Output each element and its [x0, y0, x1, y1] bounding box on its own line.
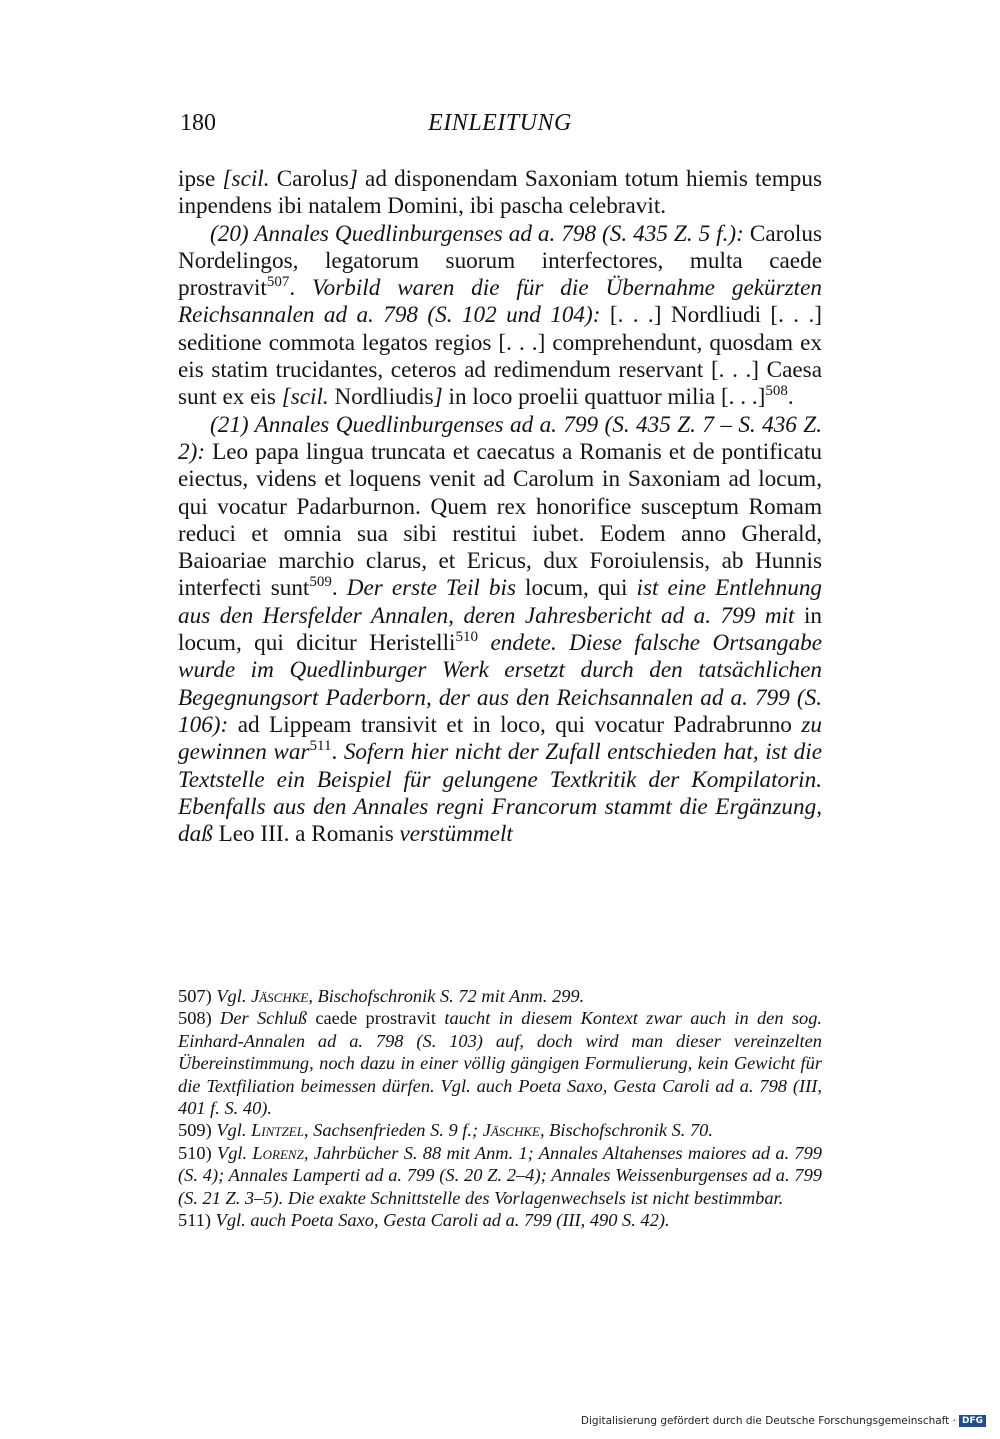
text-span: . [331, 575, 347, 602]
quote-text: Leo III. a Romanis [212, 821, 400, 848]
dfg-logo-icon: DFG [959, 1415, 986, 1427]
footnote-ref-508[interactable]: 508 [765, 383, 788, 400]
text-span: Vgl. [211, 1120, 252, 1141]
text-span: . [289, 275, 313, 302]
text-span: [scil. [222, 166, 270, 192]
text-span: Carolus [269, 166, 349, 192]
running-head: EINLEITUNG [428, 110, 572, 136]
page-number: 180 [180, 110, 216, 136]
paragraph-1 [178, 166, 822, 221]
text-span: , Sachsenfrieden S. 9 f.; [303, 1120, 483, 1141]
footnote-511 [178, 1209, 822, 1231]
footnote-ref-509[interactable]: 509 [309, 574, 332, 591]
paragraph-2 [178, 221, 822, 412]
footnote-number: 509) [178, 1120, 212, 1141]
quote-text: in locum, qui dicitur Heristelli [178, 602, 822, 657]
footnote-507 [178, 985, 822, 1007]
quote-text: ad Lippeam transivit et in loco, qui vocatur Padrabrunno [228, 711, 802, 738]
author-name: Jäschke [482, 1120, 540, 1141]
footnote-508 [178, 1007, 822, 1119]
commentary: Sofern hier nicht der Zufall entschieden hat, ist die Textstelle ein Beispiel für gelungene Textkritik der Kompilatorin. Ebenfalls aus den Annales regni Francorum stammt die Ergänzung, daß [178, 739, 823, 848]
commentary: verstümmelt [399, 821, 513, 848]
quote-text: in loco proelii quattuor milia [. . .] [442, 384, 766, 411]
text-span: Nordliudis [328, 384, 434, 411]
text-span: taucht in diesem Kontext zwar auch in den sog. Einhard-Annalen ad a. 798 (S. 103) auf, doch wird man dieser vereinzelten Übereinstimmung, noch dazu in einer völlig gängigen Formulierung, kein Gewicht für die Textfiliation beimessen dürfen. Vgl. auch Poeta Saxo, Gesta Caroli ad a. 798 (III, 401 f. S. 40). [178, 1008, 823, 1119]
footnote-ref-510[interactable]: 510 [455, 629, 478, 646]
text-span: , Bischofschronik S. 70. [539, 1120, 713, 1141]
credit-text: Digitalisierung gefördert durch die Deutsche Forschungsgemeinschaft · [580, 1415, 956, 1427]
text-span: Vgl. [211, 1142, 253, 1163]
text-span: ad disponendam Saxoniam totum hiemis tempus inpendens ibi natalem Domini, ibi pascha celebravit. [178, 166, 822, 220]
digitization-credit [581, 1415, 986, 1427]
text-span: . [787, 384, 794, 411]
text-span: ] [433, 384, 443, 411]
text-span: . [331, 739, 344, 766]
text-span: Der Schluß [211, 1008, 308, 1029]
text-span: Vgl. auch Poeta Saxo, Gesta Caroli ad a. 799 (III, 490 S. 42). [211, 1210, 670, 1231]
commentary: Vorbild waren die für die Übernahme gekürzten Reichsannalen ad a. 798 (S. 102 und 104): [178, 275, 822, 329]
quote-text: locum, qui [515, 575, 637, 602]
text-span: Vgl. [211, 986, 252, 1006]
quote-text: caede prostravit [307, 1008, 445, 1029]
commentary: Der erste Teil bis [346, 575, 516, 602]
quote-text: Leo papa lingua truncata et caecatus a Romanis et de pontificatu eiectus, videns et loquens venit ad Carolum in Saxoniam ad locum, qui vocatur Padarburnon. Quem rex honorifice susceptum Romam reduci et omnia sua sibi restitui iubet. Eodem anno Gherald, Baioariae marchio clarus, et Ericus, dux Foroiulensis, ab Hunnis interfecti sunt [178, 438, 822, 602]
paragraph-3 [178, 412, 822, 849]
text-span: ] [348, 166, 358, 192]
commentary: zu gewinnen war [178, 711, 822, 766]
page-header [180, 110, 820, 146]
commentary: endete. Diese falsche Ortsangabe wurde im Quedlinburger Werk ersetzt durch den tatsächlichen Begegnungsort Paderborn, der aus den Reichsannalen ad a. 799 (S. 106): [178, 630, 823, 738]
text-span: , Jahrbücher S. 88 mit Anm. 1; Annales Altahenses maiores ad a. 799 (S. 4); Annales Lamperti ad a. 799 (S. 20 Z. 2–4); Annales Weissenburgenses ad a. 799 (S. 21 Z. 3–5). Die exakte Schnittstelle des Vorlagenwechsels ist nicht bestimmbar. [178, 1142, 822, 1208]
text-span: , Bischofschronik S. 72 mit Anm. 299. [308, 986, 585, 1006]
quote-text: Carolus Nordelingos, legatorum suorum interfectores, multa caede prostravit [178, 220, 822, 302]
quote-text: [. . .] Nordliudi [. . .] seditione commota legatos regios [. . .] comprehendunt, quosdam ex eis statim trucidantes, ceteros ad redimendum reservant [. . .] Caesa sunt ex eis [178, 302, 822, 411]
main-text [178, 166, 822, 848]
footnote-number: 510) [178, 1142, 212, 1163]
author-name: Lintzel [251, 1120, 304, 1141]
text-span: ipse [178, 166, 223, 192]
footnote-ref-511[interactable]: 511 [309, 738, 332, 755]
author-name: Lorenz [252, 1142, 304, 1163]
commentary: ist eine Entlehnung aus den Hersfelder Annalen, deren Jahresbericht ad a. 799 mit [178, 575, 823, 629]
footnote-509 [178, 1119, 822, 1141]
footnote-ref-507[interactable]: 507 [266, 274, 290, 291]
footnotes [178, 985, 822, 1231]
text-span [478, 630, 490, 656]
footnote-number: 508) [178, 1008, 212, 1029]
text-span: [scil. [281, 384, 329, 411]
footnote-number: 511) [178, 1210, 212, 1231]
author-name: Jäschke [251, 986, 309, 1006]
footnote-number: 507) [178, 986, 212, 1006]
citation: (21) Annales Quedlinburgenses ad a. 799 (S. 435 Z. 7 – S. 436 Z. 2): [178, 411, 822, 465]
citation: (20) Annales Quedlinburgenses ad a. 798 (S. 435 Z. 5 f.): [210, 220, 744, 247]
footnote-510 [178, 1142, 822, 1209]
